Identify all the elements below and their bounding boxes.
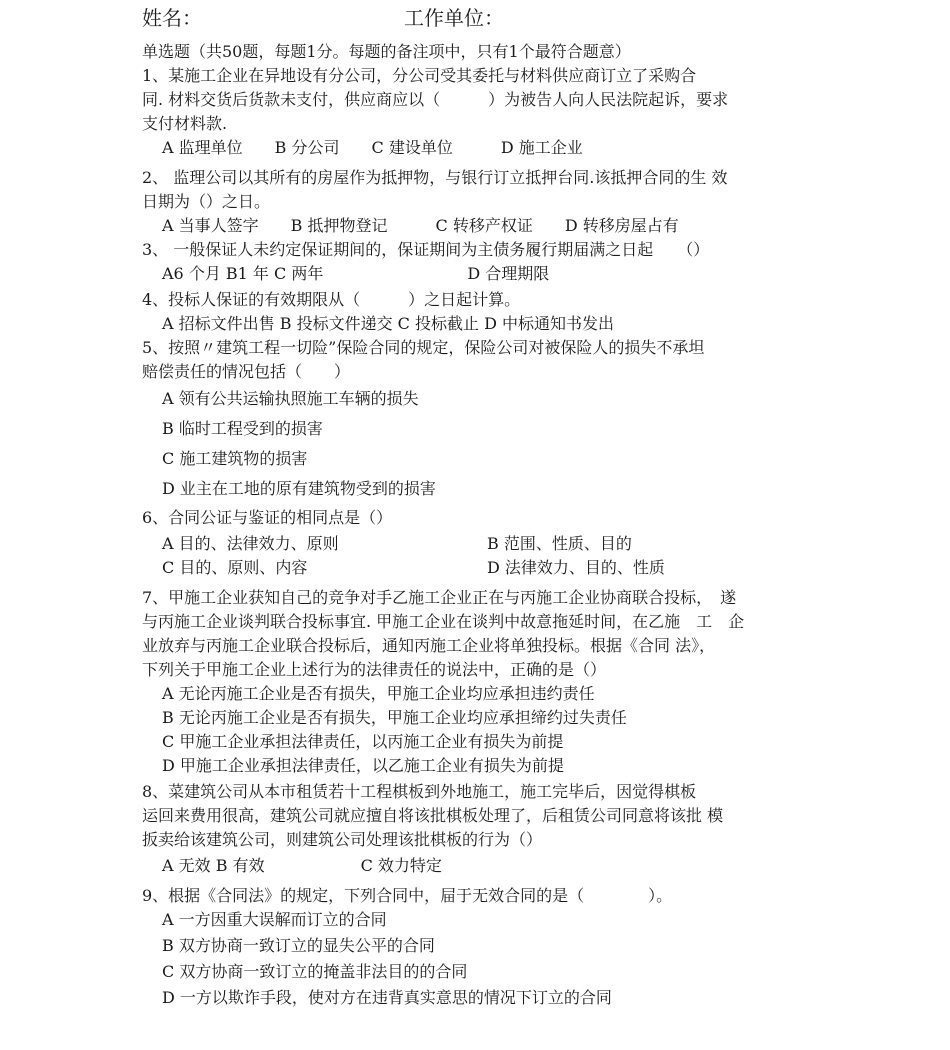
question-options: A 无效 B 有效 C 效力特定 <box>162 856 442 875</box>
question-text-line: 赔偿责任的情况包括（ ） <box>142 362 351 381</box>
question-option: B 双方协商一致订立的显失公平的合同 <box>162 936 435 955</box>
question-option: B 无论丙施工企业是否有损失，甲施工企业均应承担缔约过失责任 <box>162 708 627 727</box>
exam-content <box>142 40 822 1010</box>
question-text-line: 运回来费用很高，建筑公司就应擅自将该批棋板处理了，后租赁公司同意将该批 模 <box>142 806 724 825</box>
question-option: A 目的、法律效力、原则 <box>162 534 339 553</box>
question-option: A 领有公共运输执照施工车辆的损失 <box>162 389 419 408</box>
question-option-row <box>142 556 822 580</box>
question-option: C 甲施工企业承担法律责任，以丙施工企业有损失为前提 <box>162 732 564 751</box>
header <box>142 2 504 31</box>
question-options: A 当事人签字 B 抵押物登记 C 转移产权证 D 转移房屋占有 <box>162 216 679 235</box>
question-text-line: 同. 材料交货后货款未支付，供应商应以（ ）为被告人向人民法院起诉，要求 <box>142 90 729 109</box>
question-option: C 目的、原则、内容 <box>162 558 308 577</box>
question-8 <box>142 780 822 878</box>
question-9 <box>142 884 822 1010</box>
question-options: A6 个月 B1 年 C 两年 D 合理期限 <box>162 264 550 283</box>
question-option: C 双方协商一致订立的掩盖非法目的的合同 <box>162 962 468 981</box>
question-option: A 无论丙施工企业是否有损失，甲施工企业均应承担违约责任 <box>162 684 595 703</box>
question-4 <box>142 288 822 336</box>
instructions: 单选题（共50题，每题1分。每题的备注项中，只有1个最符合题意） <box>142 42 631 61</box>
question-option: D 一方以欺诈手段，使对方在违背真实意思的情况下订立的合同 <box>162 988 612 1007</box>
question-7 <box>142 586 822 778</box>
question-3 <box>142 238 822 286</box>
question-text-line: 3、 一般保证人未约定保证期间的，保证期间为主债务履行期届满之日起 （） <box>142 240 710 259</box>
question-text-line: 扳卖给该建筑公司，则建筑公司处理该批棋板的行为（） <box>142 830 543 849</box>
question-text-line: 4、投标人保证的有效期限从（ ）之日起计算。 <box>142 290 521 309</box>
question-6 <box>142 506 822 580</box>
question-option: B 范围、性质、目的 <box>487 534 632 553</box>
question-option: C 施工建筑物的损害 <box>162 449 308 468</box>
question-options: A 监理单位 B 分公司 C 建设单位 D 施工企业 <box>162 138 583 157</box>
question-text-line: 6、合同公证与鉴证的相同点是（） <box>142 508 393 527</box>
question-text-line: 1、某施工企业在异地设有分公司，分公司受其委托与材料供应商订立了采购合 <box>142 66 697 85</box>
name-label: 姓名： <box>142 6 202 30</box>
work-unit-label: 工作单位： <box>404 6 504 30</box>
question-text-line: 支付材料款. <box>142 114 228 133</box>
question-text-line: 5、按照〃建筑工程一切险”保险合同的规定，保险公司对被保险人的损失不承坦 <box>142 338 705 357</box>
question-option: D 法律效力、目的、性质 <box>487 558 665 577</box>
question-option: A 一方因重大误解而订立的合同 <box>162 910 387 929</box>
question-text-line: 8、菜建筑公司从本市租赁若十工程棋板到外地施工，施工完毕后，因觉得棋板 <box>142 782 697 801</box>
question-text-line: 7、甲施工企业获知自己的竞争对手乙施工企业正在与丙施工企业协商联合投标， 遂 <box>142 588 737 607</box>
question-option: D 甲施工企业承担法律责任，以乙施工企业有损失为前提 <box>162 756 564 775</box>
question-text-line: 9、根据《合同法》的规定，下列合同中，屇于无效合同的是（ ）。 <box>142 886 673 905</box>
question-text-line: 下列关于甲施工企业上述行为的法律责任的说法中，正确的是（） <box>142 660 607 679</box>
question-text-line: 业放弃与丙施工企业联合投标后，通知丙施工企业将单独投标。根据《合同 法》， <box>142 636 716 655</box>
question-option: D 业主在工地的原有建筑物受到的损害 <box>162 479 436 498</box>
question-2 <box>142 166 822 238</box>
question-text-line: 与丙施工企业谈判联合投标事宜. 甲施工企业在谈判中故意拖延时间，在乙施 工 企 <box>142 612 745 631</box>
question-option: B 临时工程受到的损害 <box>162 419 323 438</box>
question-1 <box>142 64 822 160</box>
question-options: A 招标文件出售 B 投标文件递交 C 投标截止 D 中标通知书发出 <box>162 314 614 333</box>
question-5 <box>142 336 822 504</box>
question-text-line: 日期为（）之日。 <box>142 192 271 211</box>
question-option-row <box>142 532 822 556</box>
question-text-line: 2、 监理公司以其所有的房屋作为抵押物，与银行订立抵押台同.该抵押合同的生 效 <box>142 168 728 187</box>
